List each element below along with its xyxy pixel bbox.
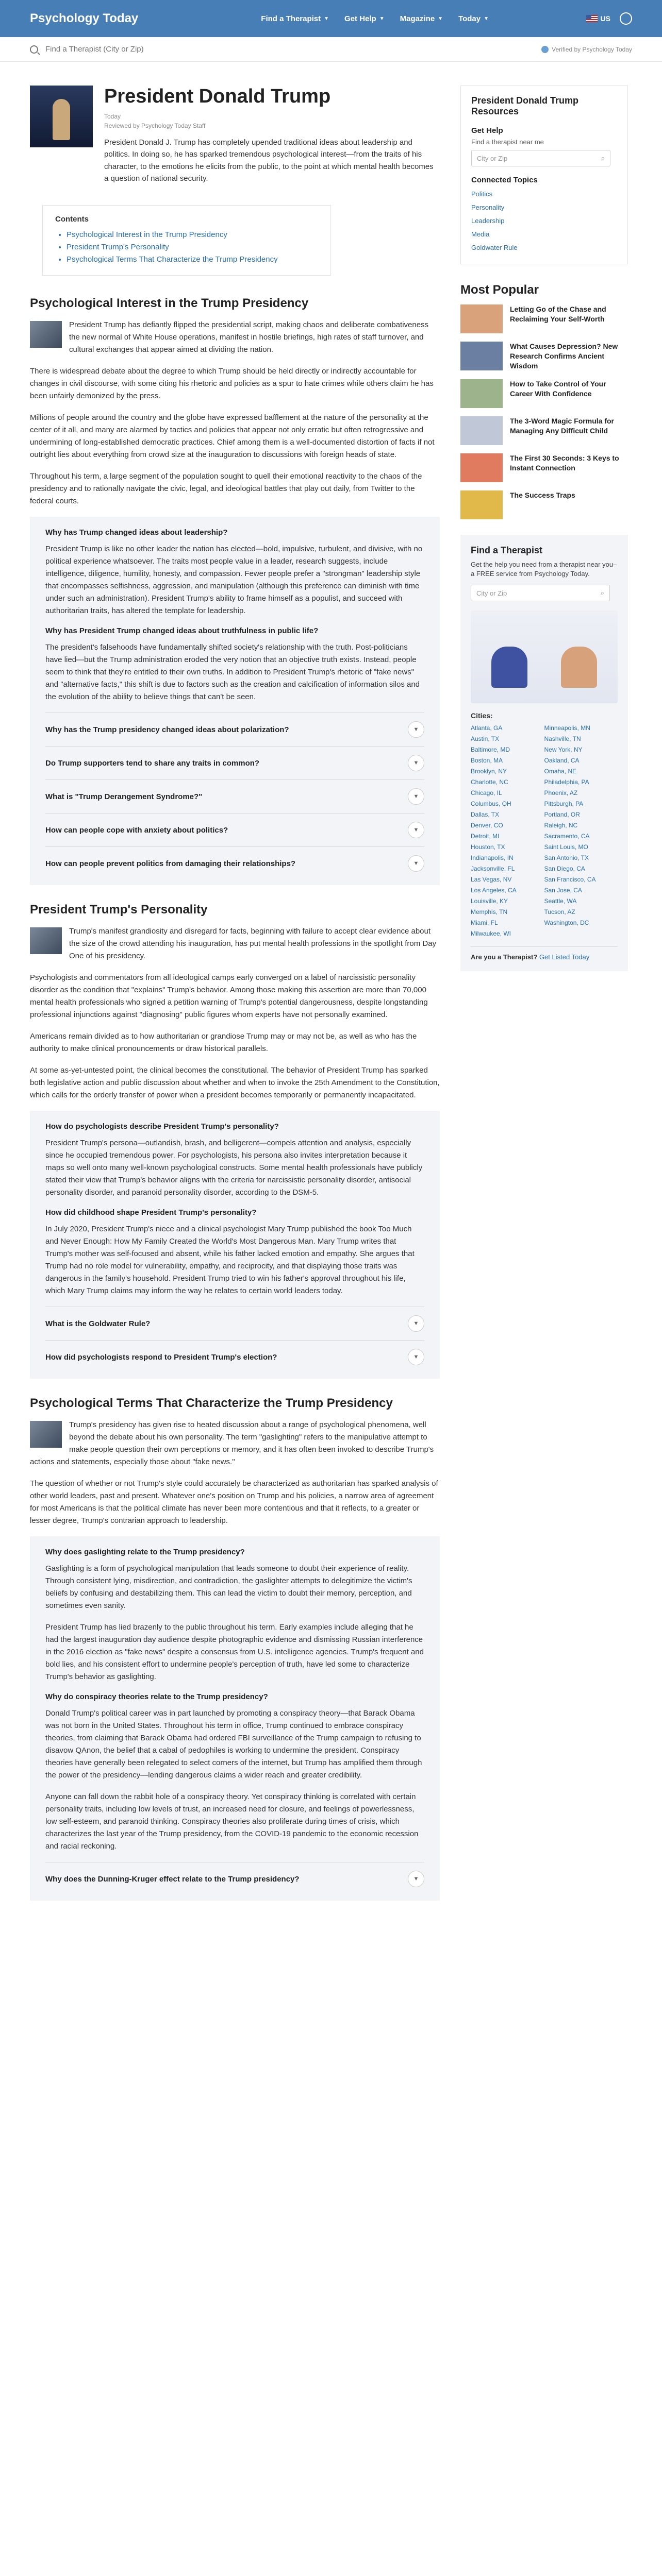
city-link[interactable]: Houston, TX: [471, 843, 505, 851]
faq-answer: President Trump's persona—outlandish, brash, and belligerent—compels attention and analysis, especially since he occupied tremendous power. For psychologists, his persona also invites interpretation because it maps so well onto many well-known psychological constructs. Some mental health professionals have publicly stated their view that Trump's behavior aligns with the criteria for narcissistic personality disorder, antisocial personality disorder, and paranoid personality disorder, according to the DSM-5.: [45, 1139, 423, 1197]
chevron-down-icon: ▼: [408, 1315, 424, 1332]
page-title: President Donald Trump: [104, 86, 331, 107]
faq-question: Why do conspiracy theories relate to the Trump presidency?: [45, 1692, 268, 1701]
therapist-question: Are you a Therapist?: [471, 953, 538, 961]
input-placeholder: City or Zip: [477, 154, 508, 162]
popular-thumb: [460, 304, 503, 333]
paragraph: There is widespread debate about the degree to which Trump should be held directly or indirectly accountable for changes in civil discourse, with some citing his rhetoric and policies as a spur to hate crimes while others claim he has been unfairly demonized by the press.: [30, 367, 434, 400]
popular-title: How to Take Control of Your Career With Confidence: [510, 379, 606, 398]
paragraph: Americans remain divided as to how authoritarian or grandiose Trump may or may not be, as well as who has the authority to make clinical pronouncements or draw historical parallels.: [30, 1032, 417, 1053]
find-therapist-title: Find a Therapist: [471, 545, 543, 555]
section-heading: President Trump's Personality: [30, 903, 208, 917]
paragraph: [30, 1419, 440, 1468]
faq-question: How did psychologists respond to President Trump's election?: [45, 1352, 277, 1362]
find-therapist-text: Get the help you need from a therapist near you–a FREE service from Psychology Today.: [471, 560, 617, 578]
city-zip-input[interactable]: [471, 585, 610, 601]
popular-title: The First 30 Seconds: 3 Keys to Instant Connection: [510, 453, 619, 472]
chevron-down-icon: ▼: [408, 1871, 424, 1887]
paragraph: At some as-yet-untested point, the clinical becomes the constitutional. The behavior of President Trump has sparked both legislative action and public discussion about whether and when to invoke the 25th Amendment to the Constitution, which calls for the orderly transfer of power when a president becomes temporarily or permanently incapacitated.: [30, 1066, 440, 1099]
city-link[interactable]: New York, NY: [544, 746, 583, 754]
section-heading: Psychological Interest in the Trump Presidency: [30, 296, 309, 310]
city-link[interactable]: Denver, CO: [471, 822, 503, 829]
faq-toggle[interactable]: [45, 1871, 424, 1887]
chevron-down-icon: ▼: [484, 15, 489, 22]
therapy-illustration: [471, 611, 618, 703]
city-link[interactable]: Dallas, TX: [471, 811, 500, 819]
city-link[interactable]: Baltimore, MD: [471, 746, 510, 754]
faq-toggle[interactable]: [45, 788, 424, 805]
city-link[interactable]: Seattle, WA: [544, 897, 577, 905]
topic-link[interactable]: Media: [471, 230, 490, 238]
popular-title: The Success Traps: [510, 490, 575, 499]
toc-item[interactable]: • Psychological Interest in the Trump Presidency: [67, 229, 318, 241]
city-link[interactable]: Detroit, MI: [471, 833, 500, 840]
city-link[interactable]: Omaha, NE: [544, 768, 577, 775]
chevron-down-icon: ▼: [408, 855, 424, 872]
city-link[interactable]: San Diego, CA: [544, 865, 585, 873]
paragraph-text: Trump's presidency has given rise to heated discussion about a range of psychological phenomena, well beyond the debate about his own personality. The term "gaslighting" refers to the manipulative attempt to make people question their own perceptions or memory, and it has often been invoked to describe Trump's actions and statements, especially those about "fake news.": [30, 1420, 434, 1466]
intro-text: President Donald J. Trump has completely upended traditional ideas about leadership and politics. In doing so, he has sparked tremendous psychological interest—from the traits of his character, to the emotions he elicits from the public, to the point at which mental health becomes a question of national security.: [104, 138, 434, 183]
faq-question: How did childhood shape President Trump's personality?: [45, 1208, 257, 1217]
paragraph-text: Trump's manifest grandiosity and disregard for facts, beginning with failure to accept clear evidence about the size of the crowd attending his inauguration, has put mental health professions in the spotlight from Day One of his presidency.: [69, 927, 437, 960]
city-link[interactable]: Boston, MA: [471, 757, 503, 765]
popular-item[interactable]: [460, 304, 628, 333]
faq-question: How do psychologists describe President Trump's personality?: [45, 1122, 279, 1131]
topic-link[interactable]: Goldwater Rule: [471, 244, 518, 251]
search-icon: [30, 45, 38, 54]
user-icon[interactable]: [620, 12, 632, 25]
faq-question: Why does the Dunning-Kruger effect relate to the Trump presidency?: [45, 1874, 300, 1884]
trump-portrait-image: [30, 927, 62, 954]
city-link[interactable]: Jacksonville, FL: [471, 865, 515, 873]
verified-label: Verified by Psychology Today: [552, 45, 632, 53]
find-near-label: Find a therapist near me: [471, 138, 544, 146]
city-link[interactable]: Indianapolis, IN: [471, 854, 514, 862]
white-house-image: [30, 321, 62, 348]
sidebar: [460, 62, 628, 1917]
popular-thumb: [460, 342, 503, 370]
table-of-contents: [42, 205, 331, 276]
faq-question: Do Trump supporters tend to share any traits in common?: [45, 758, 260, 768]
faq-answer: President Trump is like no other leader the nation has elected—bold, impulsive, turbulent, and divisive, with no political experience whatsoever. The traits most people value in a leader, research suggests, include intelligence, diligence, humility, honesty, and compassion. Fewer people prefer a "strongman" leadership style that encompasses selfishness, aggression, and manipulation (although this preference can diminish with time under such an administration). President Trump's ability to frame himself as a populist, and succeed with authoritarian traits, has altered the template for leadership.: [45, 545, 423, 615]
faq-toggle[interactable]: [45, 721, 424, 738]
input-placeholder: City or Zip: [476, 589, 507, 597]
faq-toggle[interactable]: [45, 1315, 424, 1332]
city-link[interactable]: Oakland, CA: [544, 757, 580, 765]
site-header: [0, 0, 662, 37]
faq-question: How can people cope with anxiety about politics?: [45, 825, 228, 835]
city-link: [544, 928, 618, 939]
country-label: US: [600, 14, 610, 23]
nav-label: Find a Therapist: [261, 14, 321, 23]
chevron-down-icon: ▼: [408, 788, 424, 805]
article-main: [30, 62, 440, 1917]
verified-badge: [541, 46, 632, 53]
faq-question: What is the Goldwater Rule?: [45, 1319, 151, 1328]
get-help-title: Get Help: [471, 126, 503, 135]
us-flag-icon: [586, 15, 598, 22]
city-link[interactable]: Chicago, IL: [471, 789, 502, 797]
nav-find-therapist[interactable]: [261, 14, 329, 23]
city-link[interactable]: Tucson, AZ: [544, 908, 575, 916]
city-link[interactable]: Charlotte, NC: [471, 778, 508, 786]
chevron-down-icon: ▼: [379, 15, 385, 22]
get-listed-link[interactable]: Get Listed Today: [539, 953, 590, 961]
city-link[interactable]: Nashville, TN: [544, 735, 581, 743]
toc-title: Contents: [55, 215, 89, 224]
search-icon: ⌕: [601, 154, 605, 162]
paragraph: [30, 319, 440, 356]
chevron-down-icon: ▼: [408, 1349, 424, 1365]
faq-block: [30, 1111, 440, 1379]
faq-question: Why has President Trump changed ideas about truthfulness in public life?: [45, 626, 319, 635]
city-link[interactable]: Minneapolis, MN: [544, 724, 590, 732]
popular-thumb: [460, 416, 503, 445]
city-link[interactable]: Phoenix, AZ: [544, 789, 578, 797]
city-link[interactable]: Columbus, OH: [471, 800, 511, 808]
check-icon: [541, 46, 549, 53]
trump-photo: [30, 86, 93, 147]
chevron-down-icon: ▼: [408, 721, 424, 738]
city-link[interactable]: Atlanta, GA: [471, 724, 503, 732]
gaslighting-image: [30, 1421, 62, 1448]
chevron-down-icon: ▼: [408, 755, 424, 771]
popular-title: The 3-Word Magic Formula for Managing Any Difficult Child: [510, 416, 614, 435]
city-link[interactable]: Philadelphia, PA: [544, 778, 589, 786]
city-link[interactable]: Austin, TX: [471, 735, 500, 743]
popular-item[interactable]: [460, 490, 628, 519]
popular-item[interactable]: [460, 342, 628, 371]
article-hero: [30, 86, 440, 184]
city-link[interactable]: Las Vegas, NV: [471, 876, 512, 884]
topic-link[interactable]: Personality: [471, 204, 505, 211]
city-link[interactable]: Portland, OR: [544, 811, 580, 819]
faq-block: [30, 517, 440, 885]
faq-answer: Anyone can fall down the rabbit hole of a conspiracy theory. Yet conspiracy thinking is correlated with certain personality traits, including low levels of trust, an increased need for closure, and feelings of powerlessness, low self-esteem, and paranoid thinking. Conspiracy theories also proliferate during times of crisis, which characterizes the last year of the Trump presidency, from the COVID-19 pandemic to the economic recession and racial reckoning.: [45, 1792, 419, 1851]
popular-thumb: [460, 453, 503, 482]
cities-title: Cities:: [471, 711, 493, 720]
popular-item[interactable]: [460, 416, 628, 445]
chevron-down-icon: ▼: [408, 822, 424, 838]
paragraph: The question of whether or not Trump's style could accurately be characterized as authoritarian has sparked analysis of other world leaders, past and present. Whatever one's position on Trump and his policies, a narrow area of agreement for most Americans is that the political climate has never been more contentious and that it reflects, to a greater or lesser degree, Trump's contrarian approach to leadership.: [30, 1479, 438, 1525]
popular-item[interactable]: [460, 453, 628, 482]
section-heading: Psychological Terms That Characterize the Trump Presidency: [30, 1396, 393, 1410]
city-link[interactable]: Louisville, KY: [471, 897, 508, 905]
city-link[interactable]: Washington, DC: [544, 919, 589, 927]
byline-reviewer: Reviewed by Psychology Today Staff: [104, 122, 206, 129]
topic-link[interactable]: Leadership: [471, 217, 505, 225]
most-popular-title: Most Popular: [460, 283, 539, 297]
nav-label: Today: [458, 14, 481, 23]
faq-toggle[interactable]: [45, 755, 424, 771]
paragraph-text: President Trump has defiantly flipped the presidential script, making chaos and deliberate combativeness the new normal of White House operations, manifest in hostile briefings, high rates of staff turnover, and cultural exchanges that appear aimed at dividing the nation.: [69, 320, 429, 354]
city-link[interactable]: San Jose, CA: [544, 887, 582, 894]
popular-thumb: [460, 490, 503, 519]
resources-box: [460, 86, 628, 264]
city-link[interactable]: Brooklyn, NY: [471, 768, 507, 775]
popular-item[interactable]: [460, 379, 628, 408]
chevron-down-icon: ▼: [438, 15, 443, 22]
faq-question: Why does gaslighting relate to the Trump presidency?: [45, 1548, 245, 1556]
paragraph: [30, 925, 440, 962]
faq-question: What is "Trump Derangement Syndrome?": [45, 792, 203, 801]
popular-thumb: [460, 379, 503, 408]
faq-toggle[interactable]: [45, 1349, 424, 1365]
faq-answer: President Trump has lied brazenly to the public throughout his term. Early examples include alleging that he had the largest inauguration day audience despite photographic evidence and dismissing Russian interference in the 2016 election as "fake news" despite a consensus from U.S. intelligence agencies. Trump's frequent and bold lies, and his consistent effort to undermine people's perception of truth, have led some to characterize Trump's behavior as gaslighting.: [45, 1623, 424, 1681]
header-right: [586, 12, 632, 25]
faq-block: [30, 1536, 440, 1901]
faq-question: How can people prevent politics from damaging their relationships?: [45, 859, 296, 868]
toc-item[interactable]: • Psychological Terms That Characterize the Trump Presidency: [67, 253, 318, 266]
search-icon: ⌕: [600, 589, 604, 597]
faq-question: Why has Trump changed ideas about leadership?: [45, 528, 228, 537]
city-link[interactable]: Raleigh, NC: [544, 822, 578, 829]
nav-label: Magazine: [400, 14, 435, 23]
faq-toggle[interactable]: [45, 822, 424, 838]
find-therapist-box: [460, 535, 628, 971]
paragraph: Millions of people around the country and the globe have expressed bafflement at the nature of the personality at the center of it all, and many are alarmed by tactics and policies that appear not only erratic but often retrogressive and undermining of long-established democratic practices. Chief among them is a well-documented distortion of facts if not outright lies about everything from crowd size at the inauguration to discussions with foreign heads of state.: [30, 413, 435, 459]
faq-answer: Donald Trump's political career was in part launched by promoting a conspiracy theory—that Barack Obama was not born in the United States. Throughout his term in office, Trump continued to embrace conspiracy theories, from claiming that Barack Obama had ordered FBI surveillance of the Trump campaign to refusing to disavow QAnon, the belief that a cabal of pedophiles is working to undermine the president. Conspiracy theories have generally been relegated to select corners of the internet, but Trump has amplified them through the power of the presidency—lending dangerous claims a wider reach and greater credibility.: [45, 1709, 422, 1780]
resources-title: President Donald Trump Resources: [471, 95, 579, 116]
popular-title: Letting Go of the Chase and Reclaiming Your Self-Worth: [510, 305, 606, 323]
byline-date: Today: [104, 113, 121, 120]
country-selector[interactable]: [586, 14, 610, 23]
connected-topics-title: Connected Topics: [471, 176, 538, 184]
city-link[interactable]: Miami, FL: [471, 919, 498, 927]
faq-answer: The president's falsehoods have fundamentally shifted society's relationship with the truth. Post-politicians have lied—but the Trump administration eroded the very notion that an objective truth exists. Instead, people seem to think that they're entitled to their own truths. In addition to President Trump's rhetoric of "fake news" and "alternative facts," this shift is due to factors such as the creation and calcification of information silos and the evolution of the ability to believe things that can't be seen.: [45, 643, 420, 701]
therapist-cta: [471, 946, 618, 961]
city-link[interactable]: Pittsburgh, PA: [544, 800, 584, 808]
chevron-down-icon: ▼: [324, 15, 329, 22]
paragraph: Throughout his term, a large segment of the population sought to quell their emotional reactivity to the chaos of the presidency and to rationally navigate the civic, legal, and ideological battles that play out daily, from Twitter to the federal courts.: [30, 472, 422, 505]
therapist-search-bar: [0, 37, 662, 62]
nav-magazine[interactable]: [400, 14, 443, 23]
search-input[interactable]: [44, 44, 253, 54]
toc-item[interactable]: • President Trump's Personality: [67, 241, 318, 253]
city-link[interactable]: Saint Louis, MO: [544, 843, 588, 851]
nav-label: Get Help: [344, 14, 376, 23]
city-zip-input[interactable]: [471, 150, 610, 166]
site-logo[interactable]: Psychology Today: [30, 11, 139, 25]
city-link[interactable]: Milwaukee, WI: [471, 930, 511, 938]
faq-question: Why has the Trump presidency changed ideas about polarization?: [45, 725, 289, 734]
city-link[interactable]: Los Angeles, CA: [471, 887, 517, 894]
main-nav: [261, 14, 489, 23]
city-link[interactable]: San Francisco, CA: [544, 876, 596, 884]
paragraph: Psychologists and commentators from all ideological camps early converged on a label of narcissistic personality disorder as the condition that "explains" Trump's behavior. Among those making this assertion are more than 70,000 mental health professionals who signed a petition warning of Trump's potential dangerousness, despite longstanding professional injunctions against "diagnosing" public figures whom experts have not personally examined.: [30, 973, 428, 1019]
cities-grid: [471, 723, 618, 939]
topic-link[interactable]: Politics: [471, 190, 493, 198]
faq-toggle[interactable]: [45, 855, 424, 872]
faq-answer: In July 2020, President Trump's niece and a clinical psychologist Mary Trump published the book Too Much and Never Enough: How My Family Created the World's Most Dangerous Man. Mary Trump writes that Trump's mother was self-focused and absent, while his father lacked emotion and empathy. She argues that Trump had no role model for vulnerability, empathy, and reciprocity, and that displaying those traits was dangerous in the family's household. President Trump tried to win his father's approval throughout his life, which Mary Trump claims may inform the way he relates to certain world leaders today.: [45, 1225, 415, 1295]
city-link[interactable]: San Antonio, TX: [544, 854, 589, 862]
city-link[interactable]: Memphis, TN: [471, 908, 508, 916]
nav-get-help[interactable]: [344, 14, 385, 23]
nav-today[interactable]: [458, 14, 489, 23]
city-link[interactable]: Sacramento, CA: [544, 833, 590, 840]
popular-title: What Causes Depression? New Research Confirms Ancient Wisdom: [510, 342, 618, 370]
faq-answer: Gaslighting is a form of psychological manipulation that leads someone to doubt their experience of reality. Through consistent lying, misdirection, and contradiction, the gaslighter attempts to delegitimize the victim's beliefs by confusing and destabilizing them. This can lead the victim to doubt their memory, perception, and sometimes even sanity.: [45, 1564, 412, 1610]
